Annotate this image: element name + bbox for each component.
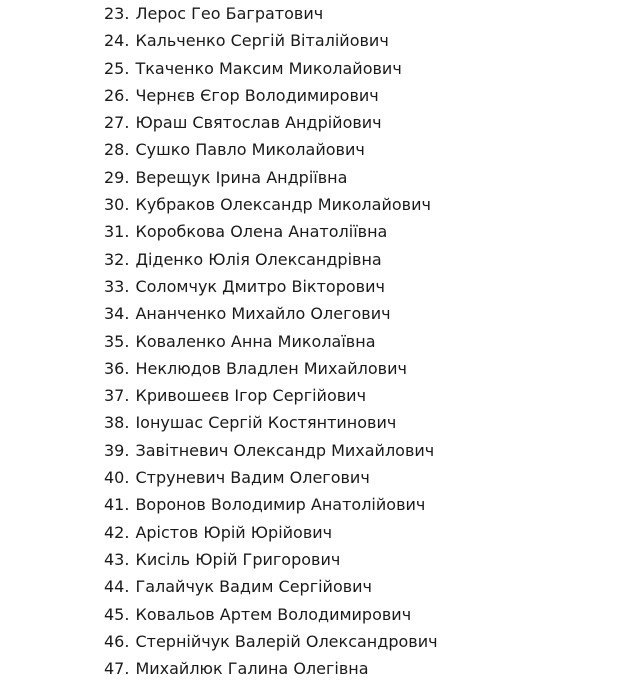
list-item <box>104 164 438 191</box>
list-item-number: 27. <box>104 113 130 133</box>
list-item-number: 28. <box>104 140 130 160</box>
list-item <box>104 464 438 491</box>
list-item <box>104 246 438 273</box>
list-item-name: Галайчук Вадим Сергійович <box>135 577 373 597</box>
list-item-number: 24. <box>104 31 130 51</box>
list-item <box>104 546 438 573</box>
list-item-number: 38. <box>104 413 130 433</box>
list-item <box>104 382 438 409</box>
list-item-number: 26. <box>104 85 130 105</box>
list-item-name: Лерос Гео Багратович <box>135 4 324 23</box>
list-item-name: Іонушас Сергій Костянтинович <box>135 413 397 433</box>
list-item-name: Коробкова Олена Анатоліївна <box>135 222 388 242</box>
list-item-name: Неклюдов Владлен Михайлович <box>135 358 407 378</box>
list-item <box>104 300 438 327</box>
list-item-number: 42. <box>104 522 130 542</box>
list-item <box>104 655 438 682</box>
list-item <box>104 409 438 436</box>
list-item <box>104 136 438 163</box>
list-item <box>104 0 438 27</box>
list-item-name: Воронов Володимир Анатолійович <box>135 495 426 515</box>
list-item-name: Верещук Ірина Андріївна <box>135 167 348 187</box>
list-item-number: 25. <box>104 58 130 78</box>
list-item-name: Юраш Святослав Андрійович <box>135 113 382 133</box>
list-item-number: 40. <box>104 468 130 488</box>
list-item-number: 45. <box>104 604 130 624</box>
list-item <box>104 491 438 518</box>
list-item <box>104 628 438 655</box>
list-item-name: Сушко Павло Миколайович <box>135 140 365 160</box>
list-item-name: Завітневич Олександр Михайлович <box>135 440 435 460</box>
list-item-name: Соломчук Дмитро Вікторович <box>135 276 385 296</box>
list-item-number: 37. <box>104 386 130 406</box>
list-item <box>104 109 438 136</box>
list-item-number: 35. <box>104 331 130 351</box>
list-item-name: Кривошеєв Ігор Сергійович <box>135 386 367 406</box>
list-item-name: Михайлюк Галина Олегівна <box>135 659 369 679</box>
list-item-name: Кисіль Юрій Григорович <box>135 549 341 569</box>
list-item-name: Чернєв Єгор Володимирович <box>135 85 379 105</box>
list-item-number: 29. <box>104 167 130 187</box>
list-item-name: Струневич Вадим Олегович <box>135 468 370 488</box>
list-item-number: 39. <box>104 440 130 460</box>
list-item-number: 41. <box>104 495 130 515</box>
list-item-number: 43. <box>104 549 130 569</box>
list-item-name: Діденко Юлія Олександрівна <box>135 249 382 269</box>
list-item-number: 33. <box>104 276 130 296</box>
list-item-number: 34. <box>104 304 130 324</box>
list-item-name: Ткаченко Максим Миколайович <box>135 58 402 78</box>
list-item <box>104 273 438 300</box>
list-item <box>104 519 438 546</box>
numbered-name-list <box>104 0 438 682</box>
list-item-number: 31. <box>104 222 130 242</box>
list-item-name: Коваленко Анна Миколаївна <box>135 331 376 351</box>
list-item <box>104 191 438 218</box>
list-item <box>104 437 438 464</box>
list-item <box>104 55 438 82</box>
list-item <box>104 27 438 54</box>
list-item-name: Ковальов Артем Володимирович <box>135 604 412 624</box>
list-item <box>104 601 438 628</box>
list-item <box>104 218 438 245</box>
list-item-name: Стернійчук Валерій Олександрович <box>135 631 438 651</box>
list-item <box>104 82 438 109</box>
list-item-number: 36. <box>104 358 130 378</box>
list-item-number: 46. <box>104 631 130 651</box>
list-item-name: Кубраков Олександр Миколайович <box>135 195 431 215</box>
list-item-number: 30. <box>104 195 130 215</box>
list-item-number: 23. <box>104 4 130 23</box>
list-item <box>104 328 438 355</box>
list-item-number: 32. <box>104 249 130 269</box>
list-item-number: 47. <box>104 659 130 679</box>
list-item-name: Кальченко Сергій Віталійович <box>135 31 389 51</box>
list-item-number: 44. <box>104 577 130 597</box>
list-item <box>104 573 438 600</box>
list-item <box>104 355 438 382</box>
list-item-name: Ананченко Михайло Олегович <box>135 304 391 324</box>
list-item-name: Арістов Юрій Юрійович <box>135 522 333 542</box>
